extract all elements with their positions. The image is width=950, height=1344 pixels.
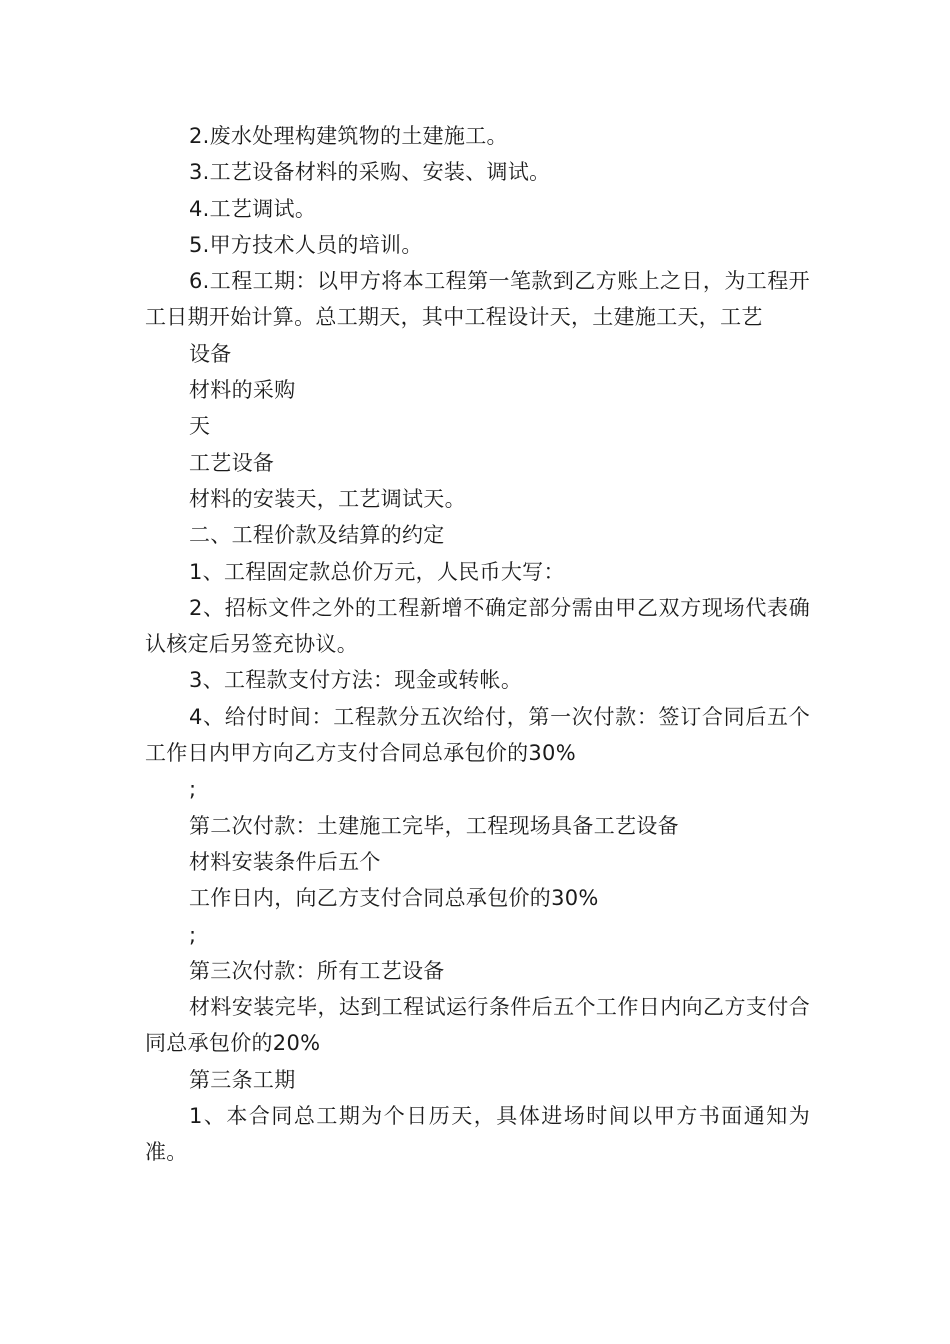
paragraph-second-payment-cont: 材料安装条件后五个	[189, 849, 381, 874]
paragraph-third-payment-cont: 材料安装完毕，达到工程试运行条件后五个工作日内向乙方支付合同总承包价的20%	[145, 995, 810, 1056]
paragraph-price-item-1: 1、工程固定款总价万元，人民币大写：	[189, 559, 565, 584]
paragraph-scope-item-5: 5.甲方技术人员的培训。	[189, 232, 423, 257]
paragraph-semicolon-1: ;	[189, 777, 197, 802]
paragraph-fragment-equipment: 设备	[189, 341, 232, 366]
paragraph-second-payment: 第二次付款：土建施工完毕，工程现场具备工艺设备	[189, 813, 679, 838]
section-heading-term: 第三条工期	[189, 1067, 296, 1092]
paragraph-price-item-4: 4、给付时间：工程款分五次给付，第一次付款：签订合同后五个工作日内甲方向乙方支付合同总承包价的30%	[145, 704, 810, 766]
paragraph-fragment-process-equipment: 工艺设备	[189, 450, 275, 475]
paragraph-fragment-procurement: 材料的采购	[189, 378, 296, 403]
paragraph-scope-item-3: 3.工艺设备材料的采购、安装、调试。	[189, 160, 551, 185]
paragraph-fragment-days: 天	[189, 414, 211, 439]
paragraph-third-payment: 第三次付款：所有工艺设备	[189, 958, 445, 983]
paragraph-scope-item-4: 4.工艺调试。	[189, 196, 317, 221]
paragraph-installation-days: 材料的安装天，工艺调试天。	[189, 486, 466, 511]
section-heading-price: 二、工程价款及结算的约定	[189, 523, 445, 548]
document-body	[145, 118, 810, 1171]
paragraph-scope-item-2: 2.废水处理构建筑物的土建施工。	[189, 124, 508, 148]
paragraph-term-item-1: 1、本合同总工期为个日历天，具体进场时间以甲方书面通知为准。	[145, 1104, 810, 1165]
paragraph-schedule: 6.工程工期：以甲方将本工程第一笔款到乙方账上之日，为工程开工日期开始计算。总工期天，其中工程设计天，土建施工天，工艺	[145, 269, 810, 330]
paragraph-second-payment-end: 工作日内，向乙方支付合同总承包价的30%	[189, 886, 599, 911]
paragraph-price-item-2: 2、招标文件之外的工程新增不确定部分需由甲乙双方现场代表确认核定后另签充协议。	[145, 595, 810, 657]
paragraph-semicolon-2: ;	[189, 922, 197, 947]
paragraph-price-item-3: 3、工程款支付方法：现金或转帐。	[189, 668, 523, 693]
